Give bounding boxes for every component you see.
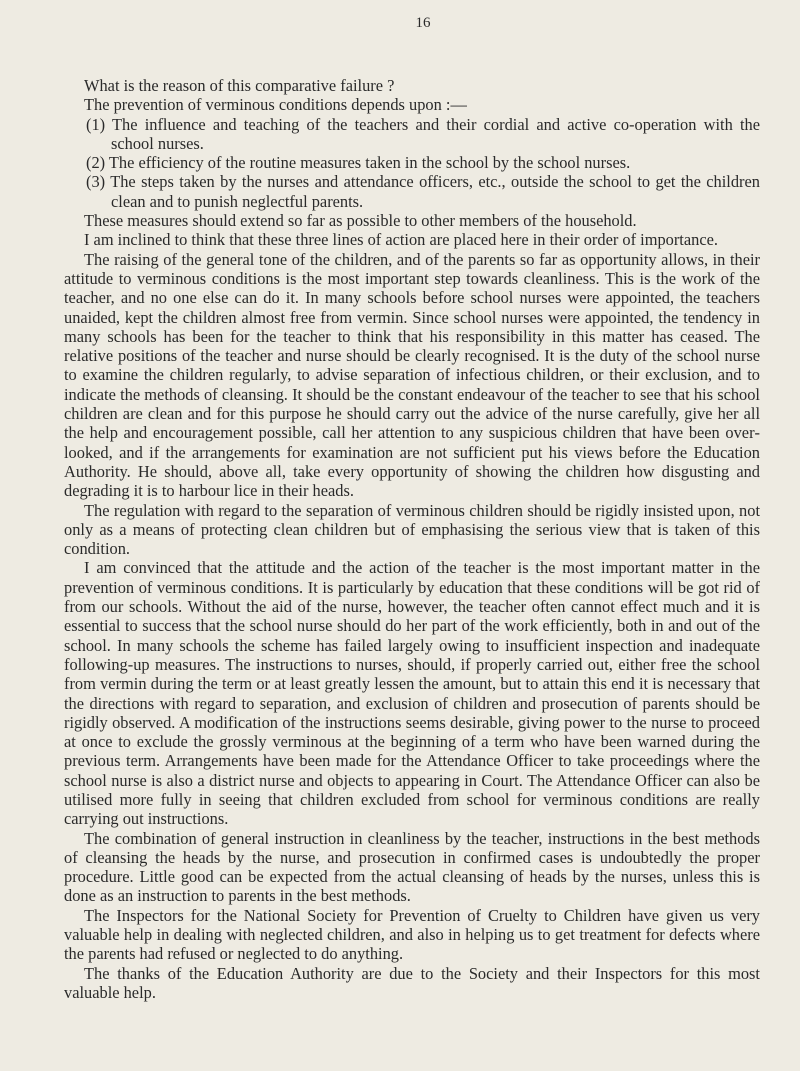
body-text xyxy=(64,76,760,1002)
list-item: (2) The efficiency of the routine measures taken in the school by the school nurses. xyxy=(86,153,631,173)
page-number: 16 xyxy=(415,15,431,31)
list-item: (3) The steps taken by the nurses and attendance officers, etc., outside the school to get the children clean and to punish neglectful parents. xyxy=(86,172,760,211)
paragraph: I am convinced that the attitude and the action of the teacher is the most important matter in the prevention of verminous conditions. It is particularly by education that these conditions will be got rid of from our schools. Without the aid of the nurse, however, the teacher often cannot effect much and it is essential to success that the school nurse should do her part of the work efficiently, both in and out of the school. In many schools the scheme has failed largely owing to insufficient inspection and inadequate following-up measures. The instructions to nurses, should, if properly carried out, either free the school from vermin during the term or at least greatly lessen the amount, but to attain this end it is necessary that the directions with regard to separation, and exclusion of children and prosecution of parents should be rigidly observed. A modification of the instructions seems desirable, giving power to the nurse to proceed at once to exclude the grossly verminous at the beginning of a term who have been warned during the previous term. Arrangements have been made for the Attendance Officer to take proceedings where the school nurse is also a district nurse and objects to appearing in Court. The Attendance Officer can also be utilised more fully in seeing that children excluded from school for verminous conditions are really carrying out instructions. xyxy=(64,558,760,829)
paragraph: The Inspectors for the National Society for Prevention of Cruelty to Children have given us very valuable help in dealing with neglected children, and also in helping us to get treatment for defects where the parents had refused or neglected to do anything. xyxy=(64,905,760,964)
paragraph: I am inclined to think that these three lines of action are placed here in their order of importance. xyxy=(84,230,718,250)
intro-question: What is the reason of this comparative failure ? xyxy=(84,76,395,95)
paragraph: These measures should extend so far as possible to other members of the household. xyxy=(84,211,637,231)
intro-lead: The prevention of verminous conditions depends upon :— xyxy=(84,95,467,115)
paragraph: The combination of general instruction in cleanliness by the teacher, instructions in the best methods of cleansing the heads by the nurse, and prosecution in confirmed cases is undoubtedly the proper procedure. Little good can be expected from the actual cleansing of heads by the nurses, unless this is done as an instruction to parents in the best methods. xyxy=(64,828,760,906)
paragraph: The raising of the general tone of the children, and of the parents so far as opportunity allows, in their attitude to verminous conditions is the most important step towards cleanliness. This is the work of the teacher, and no one else can do it. In many schools before school nurses were appointed, the teachers unaided, kept the children almost free from vermin. Since school nurses were appointed, the tendency in many schools has been for the teacher to think that his responsibility in this matter has ceased. The relative positions of the teacher and nurse should be clearly recognised. It is the duty of the school nurse to examine the children regularly, to advise separation of infectious children, or their exclusion, and to indicate the methods of cleansing. It should be the constant endeavour of the teacher to see that his school children are clean and for this purpose he should carry out the advice of the nurse carefully, give her all the help and encouragement possible, call her attention to any suspicious children that have been overlooked, and if the arrangements for examination are not sufficient put his views before the Education Authority. He should, above all, take every opportunity of showing the children how disgusting and degrading it is to harbour lice in their heads. xyxy=(64,249,760,501)
list-item: (1) The influence and teaching of the teachers and their cordial and active co-operation with the school nurses. xyxy=(86,114,760,153)
paragraph: The regulation with regard to the separation of verminous children should be rigidly insisted upon, not only as a means of protecting clean children but of emphasising the serious view that is taken of this condition. xyxy=(64,500,760,559)
paragraph: The thanks of the Education Authority are due to the Society and their Inspectors for this most valuable help. xyxy=(64,963,760,1002)
